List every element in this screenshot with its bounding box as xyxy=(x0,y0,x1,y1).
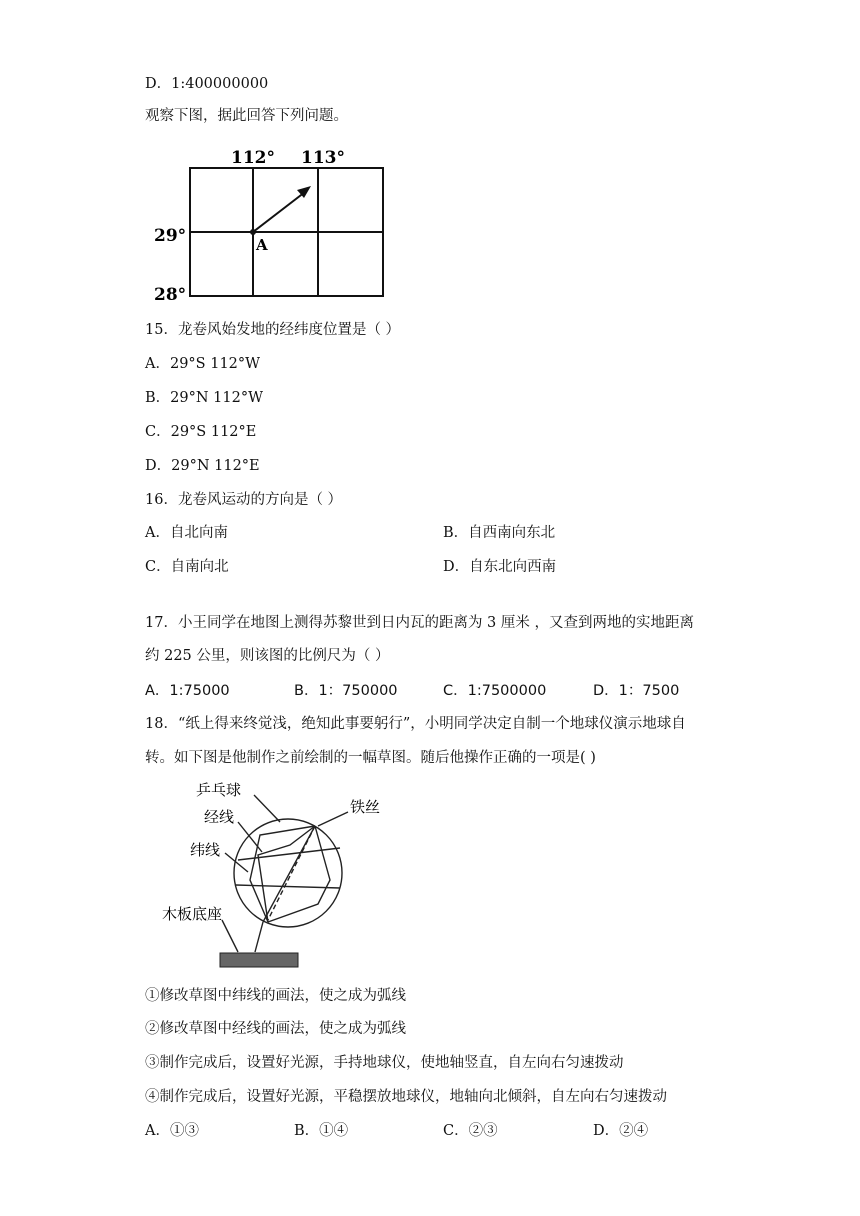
tornado-arrow-head xyxy=(297,186,311,198)
label-wire: 铁丝 xyxy=(350,798,381,816)
q16-option-a: A．自北向南 xyxy=(145,525,228,541)
lat-label-28: 28° xyxy=(154,285,187,305)
q16-stem: 16．龙卷风运动的方向是（ ） xyxy=(145,492,343,508)
tornado-arrow-shaft xyxy=(253,192,305,232)
q15-stem: 15．龙卷风始发地的经纬度位置是（ ） xyxy=(145,322,401,338)
q16-option-c: C．自南向北 xyxy=(145,559,229,575)
instruction-text: 观察下图，据此回答下列问题。 xyxy=(145,108,348,124)
q15-option-c: C．29°S 112°E xyxy=(145,424,257,440)
lat-label-29: 29° xyxy=(154,226,187,246)
lon-label-113: 113° xyxy=(301,148,345,168)
meridian-line-3 xyxy=(250,826,315,922)
q16-option-d: D．自东北向西南 xyxy=(443,559,557,575)
q18-option-b: B．①④ xyxy=(294,1123,349,1139)
parallel-line-1 xyxy=(238,848,340,860)
leader-wire xyxy=(318,812,348,826)
point-a-dot xyxy=(250,229,256,235)
q18-statement-1: ①修改草图中纬线的画法，使之成为弧线 xyxy=(145,988,406,1004)
q17-option-b: B．1：750000 xyxy=(294,683,398,699)
q17-option-d: D．1：7500 xyxy=(593,683,680,699)
pingpong-ball xyxy=(234,819,342,927)
grid-border xyxy=(190,168,383,296)
q17-option-a: A．1:75000 xyxy=(145,683,230,699)
parallel-line-2 xyxy=(236,885,340,888)
q15-option-d: D．29°N 112°E xyxy=(145,458,260,474)
earth-axis-dashed xyxy=(268,826,315,920)
meridian-line-1 xyxy=(258,826,315,922)
q18-stem-line1: 18．“纸上得来终觉浅，绝知此事要躬行”，小明同学决定自制一个地球仪演示地球自 xyxy=(145,716,686,732)
q18-stem-line2: 转。如下图是他制作之前绘制的一幅草图。随后他操作正确的一项是( ) xyxy=(145,750,596,766)
wooden-base xyxy=(220,953,298,967)
lon-label-112: 112° xyxy=(231,148,275,168)
leader-meridian xyxy=(238,822,262,852)
label-parallel: 纬线 xyxy=(190,841,221,859)
leader-base xyxy=(222,920,238,952)
label-meridian: 经线 xyxy=(204,808,235,826)
wire-axis-top xyxy=(263,826,315,922)
label-base: 木板底座 xyxy=(162,905,223,923)
q18-statement-4: ④制作完成后，设置好光源，平稳摆放地球仪，地轴向北倾斜，自左向右匀速拨动 xyxy=(145,1089,667,1105)
leader-pingpong xyxy=(254,795,280,822)
q17-stem-line2: 约 225 公里，则该图的比例尺为（ ） xyxy=(145,648,390,664)
q17-option-c: C．1:7500000 xyxy=(443,683,547,699)
point-a-label: A xyxy=(256,236,268,254)
q18-statement-2: ②修改草图中经线的画法，使之成为弧线 xyxy=(145,1021,406,1037)
q15-option-a: A．29°S 112°W xyxy=(145,356,261,372)
label-pingpong: 乒乓球 xyxy=(196,781,242,799)
wire-stand xyxy=(255,922,263,952)
meridian-line-2 xyxy=(268,826,330,922)
q18-option-c: C．②③ xyxy=(443,1123,498,1139)
q18-option-d: D．②④ xyxy=(593,1123,649,1139)
q15-option-b: B．29°N 112°W xyxy=(145,390,263,406)
q18-statement-3: ③制作完成后，设置好光源，手持地球仪，使地轴竖直，自左向右匀速拨动 xyxy=(145,1055,624,1071)
q17-stem-line1: 17．小王同学在地图上测得苏黎世到日内瓦的距离为 3 厘米 ，又查到两地的实地距离 xyxy=(145,615,695,631)
prev-option-d: D．1:400000000 xyxy=(145,76,269,92)
q18-option-a: A．①③ xyxy=(145,1123,199,1139)
q16-option-b: B．自西南向东北 xyxy=(443,525,556,541)
leader-parallel xyxy=(225,853,248,872)
